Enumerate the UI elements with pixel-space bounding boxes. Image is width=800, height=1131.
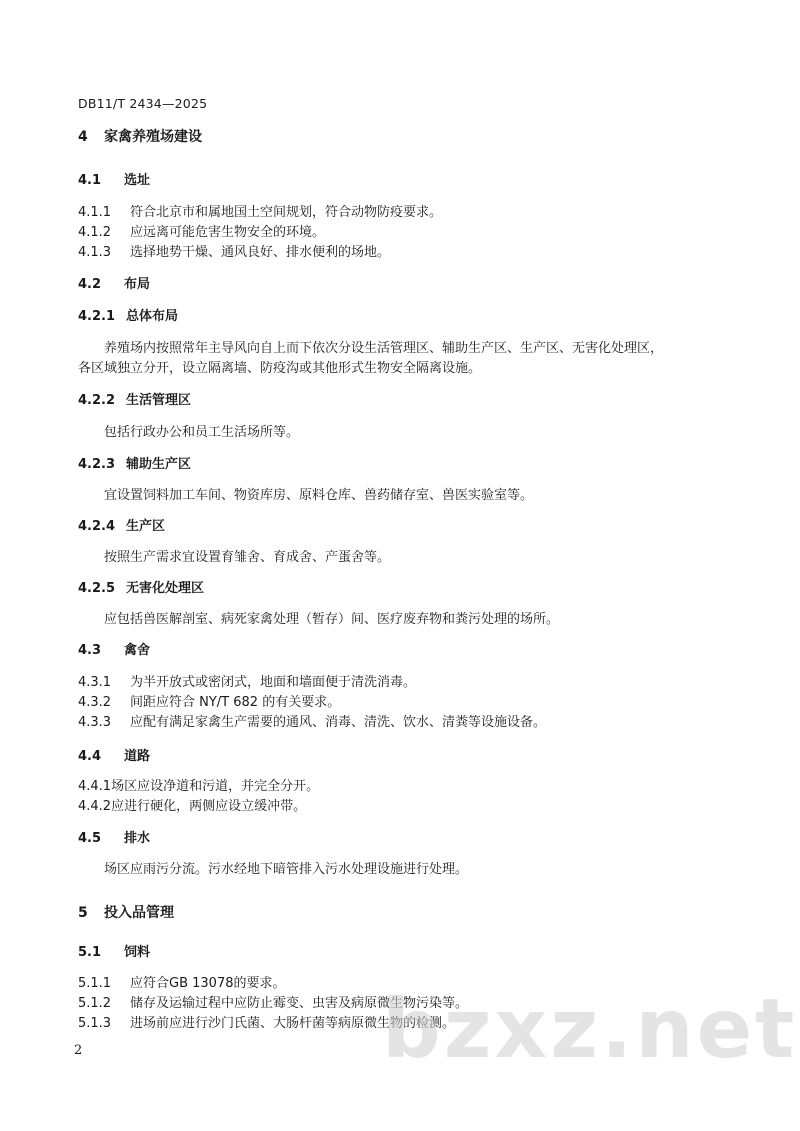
paragraph-drainage: 场区应雨污分流。污水经地下暗管排入污水处理设施进行处理。 xyxy=(104,862,469,877)
paragraph-layout-line-1: 养殖场内按照常年主导风向自上而下依次分设生活管理区、辅助生产区、生产区、无害化处理区， xyxy=(104,341,664,356)
section-title: 饲料 xyxy=(124,945,151,960)
clause-4-3-3 xyxy=(78,714,546,732)
paragraph-layout-line-2: 各区域独立分开，设立隔离墙、防疫沟或其他形式生物安全隔离设施。 xyxy=(78,361,482,376)
clause-4-3-2 xyxy=(78,694,340,712)
section-5-1-heading xyxy=(78,944,150,962)
section-4-3-heading xyxy=(78,642,150,660)
section-number: 4.2.5 xyxy=(78,581,116,596)
section-number: 4.1 xyxy=(78,173,102,188)
section-number: 4.2.2 xyxy=(78,393,116,408)
clause-text: 场区应设净道和污道，并完全分开。 xyxy=(111,779,320,794)
paragraph-production-area: 按照生产需求宜设置育雏舍、育成舍、产蛋舍等。 xyxy=(104,550,391,565)
section-4-2-2-heading xyxy=(78,392,191,410)
clause-text: 应配有满足家禽生产需要的通风、消毒、清洗、饮水、清粪等设施设备。 xyxy=(130,715,547,730)
section-4-2-heading xyxy=(78,276,150,294)
section-title: 排水 xyxy=(124,831,151,846)
clause-4-1-1 xyxy=(78,204,442,222)
clause-number: 4.3.1 xyxy=(78,675,112,690)
section-4-4-heading xyxy=(78,748,150,766)
clause-number: 4.1.1 xyxy=(78,205,112,220)
section-4-5-heading xyxy=(78,830,150,848)
clause-number: 4.4.2 xyxy=(78,799,112,814)
section-number: 4.2.3 xyxy=(78,457,116,472)
section-number: 5 xyxy=(78,905,88,921)
section-4-heading xyxy=(78,128,202,146)
paragraph-auxiliary-area: 宜设置饲料加工车间、物资库房、原料仓库、兽药储存室、兽医实验室等。 xyxy=(104,488,534,503)
clause-number: 4.3.2 xyxy=(78,695,112,710)
section-4-1-heading xyxy=(78,172,150,190)
clause-4-1-2 xyxy=(78,224,325,242)
clause-number: 4.3.3 xyxy=(78,715,112,730)
clause-text: 间距应符合 NY/T 682 的有关要求。 xyxy=(130,695,341,710)
clause-text: 选择地势干燥、通风良好、排水便利的场地。 xyxy=(130,245,391,260)
clause-text: 储存及运输过程中应防止霉变、虫害及病原微生物污染等。 xyxy=(130,996,469,1011)
section-4-2-5-heading xyxy=(78,580,204,598)
section-number: 4.4 xyxy=(78,749,102,764)
section-title: 生产区 xyxy=(126,519,166,534)
section-title: 选址 xyxy=(124,173,151,188)
document-code-header: DB11/T 2434—2025 xyxy=(78,96,208,111)
section-5-heading xyxy=(78,904,174,922)
section-4-2-4-heading xyxy=(78,518,165,536)
paragraph-disposal-area: 应包括兽医解剖室、病死家禽处理（暂存）间、医疗废弃物和粪污处理的场所。 xyxy=(104,612,560,627)
section-title: 总体布局 xyxy=(126,309,179,324)
clause-text: 符合北京市和属地国土空间规划，符合动物防疫要求。 xyxy=(130,205,443,220)
section-4-2-1-heading xyxy=(78,308,178,326)
page-number: 2 xyxy=(74,1043,83,1058)
clause-text: 应符合GB 13078的要求。 xyxy=(130,976,286,991)
section-number: 4.3 xyxy=(78,643,102,658)
section-number: 4.2.4 xyxy=(78,519,116,534)
section-title: 投入品管理 xyxy=(104,905,174,921)
clause-number: 4.1.2 xyxy=(78,225,112,240)
clause-text: 应远离可能危害生物安全的环境。 xyxy=(130,225,326,240)
clause-text: 为半开放式或密闭式，地面和墙面便于清洗消毒。 xyxy=(130,675,417,690)
clause-4-3-1 xyxy=(78,674,416,692)
section-title: 辅助生产区 xyxy=(126,457,192,472)
paragraph-management-area: 包括行政办公和员工生活场所等。 xyxy=(104,425,300,440)
section-4-2-3-heading xyxy=(78,456,191,474)
clause-number: 5.1.1 xyxy=(78,976,112,991)
section-title: 家禽养殖场建设 xyxy=(104,129,202,145)
clause-text: 进场前应进行沙门氏菌、大肠杆菌等病原微生物的检测。 xyxy=(130,1016,456,1031)
section-number: 4.2.1 xyxy=(78,309,116,324)
site-watermark: bzxz.net xyxy=(382,982,798,1077)
clause-4-4-2 xyxy=(78,798,306,816)
section-number: 4.2 xyxy=(78,277,102,292)
clause-4-4-1 xyxy=(78,778,319,796)
section-title: 布局 xyxy=(124,277,151,292)
section-number: 4.5 xyxy=(78,831,102,846)
section-number: 4 xyxy=(78,129,88,145)
section-title: 无害化处理区 xyxy=(126,581,205,596)
section-title: 生活管理区 xyxy=(126,393,192,408)
section-number: 5.1 xyxy=(78,945,102,960)
section-title: 道路 xyxy=(124,749,151,764)
clause-number: 5.1.2 xyxy=(78,996,112,1011)
clause-number: 4.1.3 xyxy=(78,245,112,260)
clause-4-1-3 xyxy=(78,244,390,262)
clause-5-1-1 xyxy=(78,975,285,993)
clause-number: 4.4.1 xyxy=(78,779,112,794)
clause-number: 5.1.3 xyxy=(78,1016,112,1031)
clause-text: 应进行硬化，两侧应设立缓冲带。 xyxy=(111,799,307,814)
section-title: 禽舍 xyxy=(124,643,151,658)
